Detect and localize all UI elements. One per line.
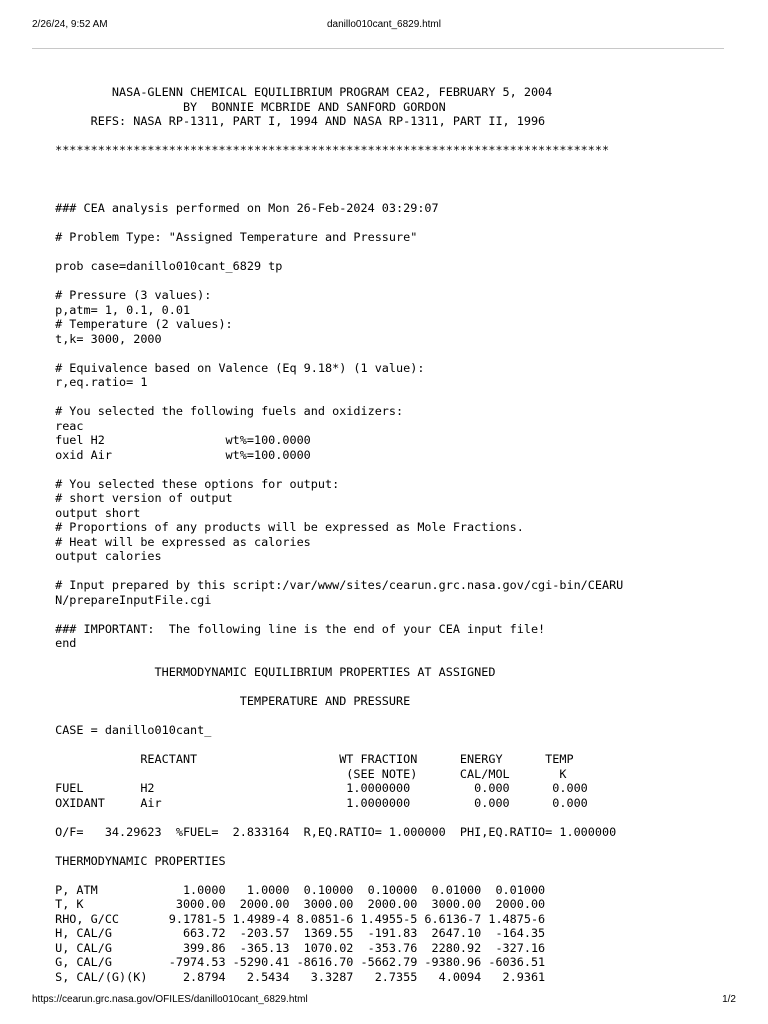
output-line: P, ATM 1.0000 1.0000 0.10000 0.10000 0.01000 0.01000	[48, 882, 546, 897]
output-line: # Temperature (2 values):	[48, 317, 233, 331]
output-line: # short version of output	[48, 491, 233, 505]
output-line: N/prepareInputFile.cgi	[48, 592, 212, 607]
print-date: 2/26/24, 9:52 AM	[32, 19, 108, 30]
output-line: CASE = danillo010cant_	[48, 723, 212, 737]
cea-output-text	[48, 85, 623, 984]
output-line	[48, 607, 623, 622]
output-line: output short	[48, 505, 141, 520]
output-line: REFS: NASA RP-1311, PART I, 1994 AND NASA RP-1311, PART II, 1996	[48, 114, 546, 128]
output-line: H, CAL/G 663.72 -203.57 1369.55 -191.83 2647.10 -164.35	[48, 926, 546, 940]
output-line	[48, 462, 623, 477]
output-line: ******************************************************************************	[48, 143, 610, 157]
output-line: O/F= 34.29623 %FUEL= 2.833164 R,EQ.RATIO= 1.000000 PHI,EQ.RATIO= 1.000000	[48, 824, 617, 839]
output-line	[48, 245, 623, 260]
output-line: end	[48, 636, 77, 650]
output-line: # Equivalence based on Valence (Eq 9.18*) (1 value):	[48, 360, 425, 375]
output-line: oxid Air wt%=100.0000	[48, 447, 311, 462]
output-line: RHO, G/CC 9.1781-5 1.4989-4 8.0851-6 1.4955-5 6.6136-7 1.4875-6	[48, 911, 546, 926]
output-line	[48, 868, 623, 883]
output-line: TEMPERATURE AND PRESSURE	[48, 694, 411, 708]
print-title: danillo010cant_6829.html	[327, 19, 441, 30]
output-line: # Input prepared by this script:/var/www/sites/cearun.grc.nasa.gov/cgi-bin/CEARU	[48, 578, 624, 592]
output-line: REACTANT WT FRACTION ENERGY TEMP	[48, 752, 574, 766]
output-line: BY BONNIE MCBRIDE AND SANFORD GORDON	[48, 99, 446, 114]
output-line	[48, 738, 623, 753]
header-divider	[32, 48, 724, 49]
output-line: U, CAL/G 399.86 -365.13 1070.02 -353.76 2280.92 -327.16	[48, 940, 546, 955]
output-line: S, CAL/(G)(K) 2.8794 2.5434 3.3287 2.7355 4.0094 2.9361	[48, 969, 546, 984]
output-line: (SEE NOTE) CAL/MOL K	[48, 766, 567, 781]
output-line	[48, 839, 623, 854]
output-line: # Pressure (3 values):	[48, 288, 212, 302]
output-line: # Heat will be expressed as calories	[48, 534, 311, 549]
output-line: reac	[48, 418, 84, 433]
output-line: fuel H2 wt%=100.0000	[48, 433, 311, 447]
output-line	[48, 274, 623, 289]
output-line	[48, 390, 623, 405]
output-line	[48, 172, 623, 187]
output-line	[48, 158, 623, 173]
output-line: T, K 3000.00 2000.00 3000.00 2000.00 3000.00 2000.00	[48, 897, 546, 911]
output-line	[48, 564, 623, 579]
page-number: 1/2	[722, 994, 736, 1005]
output-line: # Proportions of any products will be expressed as Mole Fractions.	[48, 520, 524, 534]
output-line: ### CEA analysis performed on Mon 26-Feb-2024 03:29:07	[48, 201, 439, 215]
output-line: OXIDANT Air 1.0000000 0.000 0.000	[48, 795, 588, 810]
output-line: THERMODYNAMIC EQUILIBRIUM PROPERTIES AT ASSIGNED	[48, 665, 496, 679]
output-line	[48, 129, 623, 144]
output-line: THERMODYNAMIC PROPERTIES	[48, 853, 226, 868]
output-line: r,eq.ratio= 1	[48, 375, 148, 389]
print-url: https://cearun.grc.nasa.gov/OFILES/danillo010cant_6829.html	[32, 994, 308, 1005]
output-line	[48, 810, 623, 825]
output-line: prob case=danillo010cant_6829 tp	[48, 259, 283, 273]
output-line: NASA-GLENN CHEMICAL EQUILIBRIUM PROGRAM CEA2, FEBRUARY 5, 2004	[48, 85, 553, 99]
output-line: # You selected the following fuels and oxidizers:	[48, 404, 404, 418]
output-line	[48, 216, 623, 231]
output-line: # You selected these options for output:	[48, 476, 340, 491]
output-line: p,atm= 1, 0.1, 0.01	[48, 302, 191, 317]
output-line	[48, 346, 623, 361]
output-line: FUEL H2 1.0000000 0.000 0.000	[48, 781, 588, 795]
output-line: # Problem Type: "Assigned Temperature and Pressure"	[48, 230, 418, 244]
output-line: ### IMPORTANT: The following line is the end of your CEA input file!	[48, 621, 546, 636]
output-line	[48, 651, 623, 666]
output-line	[48, 680, 623, 695]
output-line: output calories	[48, 549, 162, 563]
output-line	[48, 709, 623, 724]
output-line	[48, 187, 623, 202]
output-line: t,k= 3000, 2000	[48, 331, 162, 346]
output-line: G, CAL/G -7974.53 -5290.41 -8616.70 -5662.79 -9380.96 -6036.51	[48, 955, 546, 969]
